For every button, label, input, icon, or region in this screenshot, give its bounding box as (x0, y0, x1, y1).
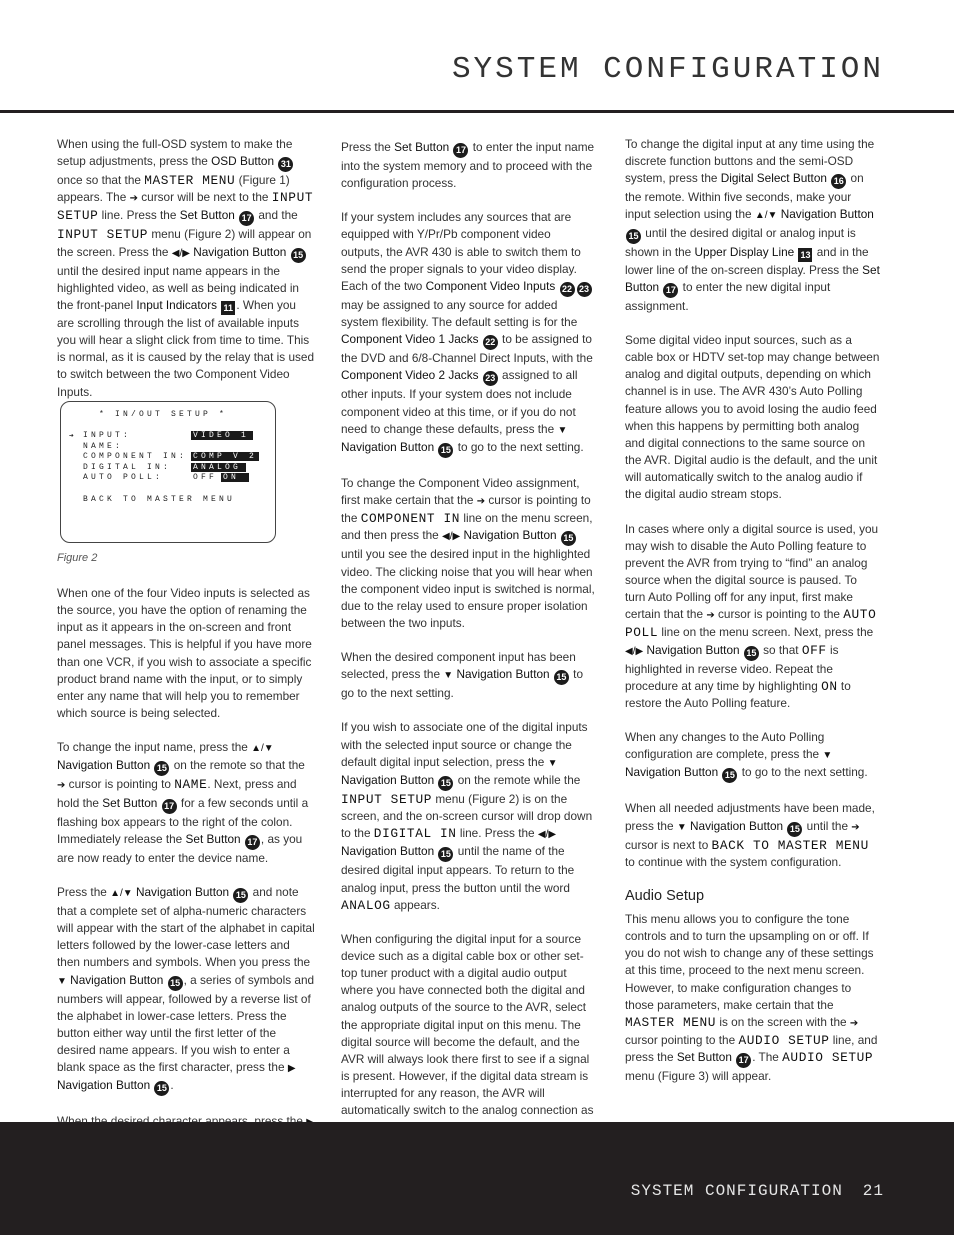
page-footer (0, 1122, 954, 1235)
down-icon: ▼ (57, 975, 67, 987)
paragraph: When one of the four Video inputs is selected as the source, you have the option of renaming the input as it appears in the on-screen and front panel messages. This is helpful if you have more than one VCR, if you wish to associate a specific product brand name with the input, or to simply enter any name that will help you to remember which source is being selected. (57, 586, 312, 721)
paragraph: If you wish to associate one of the digital inputs with the selected input source or change the default digital input selection, press the ▼ Navigation Button 15 on the remote while the INPUT SETUP menu (Figure 2) is on the screen, and the on-screen cursor will drop down to the DIGITAL IN line. Press the ◀/▶ Navigation Button 15 until the name of the desired digital input appears. To return to the analog input, press the button until the word ANALOG appears. (341, 720, 593, 913)
paragraph: Press the Set Button 17 to enter the input name into the system memory and to proceed with the configuration process. (341, 140, 595, 191)
right-icon: ▶ (287, 1063, 296, 1075)
paragraph: To change the digital input at any time using the discrete function buttons and the semi-OSD system, press the Digital Select Button 16 on the remote. Within five seconds, make your input selection using the ▲/▼ Navigation Button 15 until the desired digital or analog input is shown in the Upper Display Line 13 and in the lower line of the on-screen display. Press the Set Button 17 to enter the new digital input assignment. (625, 137, 880, 313)
screen-row-label: COMPONENT IN: (83, 452, 188, 461)
page-number: 21 (862, 1182, 884, 1200)
paragraph: When using the full-OSD system to make the setup adjustments, press the OSD Button 31 once so that the MASTER MENU (Figure 1) appears. The ➔ cursor will be next to the INPUT SETUP line. Press the Set Button 17 and the INPUT SETUP menu (Figure 2) will appear on the screen. Press the ◀/▶ Navigation Button 15 until the desired input name appears in the highlighted video, as well as being indicated in the front-panel Input Indicators 11 . When you are scrolling through the list of available inputs you will hear a slight click from time to time. This is normal, as it is caused by the relay that is used to switch between the two Component Video Inputs. (57, 137, 315, 399)
up-down-icon: ▲/▼ (251, 743, 274, 755)
left-right-icon: ◀/▶ (171, 247, 190, 259)
screen-row-label: AUTO POLL: (83, 473, 164, 482)
cursor-arrow-icon: ➔ (69, 432, 78, 441)
screen-row-value: VIDEO 1 (191, 431, 253, 440)
up-down-icon: ▲/▼ (754, 210, 778, 222)
footer-section-title: SYSTEM CONFIGURATION (630, 1182, 843, 1200)
paragraph: This menu allows you to configure the tone controls and to turn the upsampling on or off. If you do not wish to change any of these settings at this time, proceed to the next menu screen. However, to make configuration changes to those parameters, make certain that the MASTER MENU is on the screen with the ➔ cursor pointing to the AUDIO SETUP line, and press the Set Button 17 . The AUDIO SETUP menu (Figure 3) will appear. (625, 912, 878, 1084)
figure-caption: Figure 2 (57, 552, 98, 564)
screen-back-line: BACK TO MASTER MENU (83, 495, 236, 504)
page-header-title: SYSTEM CONFIGURATION (451, 52, 884, 87)
screen-row-value: COMP V 2 (193, 452, 258, 461)
down-icon: ▼ (547, 757, 558, 769)
paragraph: To change the Component Video assignment, first make certain that the ➔ cursor is pointing to the COMPONENT IN line on the menu screen, and then press the ◀/▶ Navigation Button 15 until you see the desired input in the highlighted video. The clicking noise that you will hear when the component video input is switched is normal, due to the relay used to ensure proper isolation between the two inputs. (341, 475, 595, 630)
paragraph: When any changes to the Auto Polling configuration are complete, press the ▼ Navigation Button 15 to go to the next setting. (625, 729, 880, 783)
paragraph: To change the input name, press the ▲/▼ Navigation Button 15 on the remote so that the ➔ cursor is pointing to NAME. Next, press and hold the Set Button 17 for a few seconds until a flashing box appears to the right of the colon. Immediately release the Set Button 17 , as you are now ready to enter the device name. (57, 740, 309, 865)
column-3 (625, 136, 880, 1102)
paragraph: When configuring the digital input for a source device such as a digital cable box or other set-top tuner product with a digital audio output where you have connected both the digital and analog outputs of the source to the AVR, select the appropriate digital input on this menu. The digital source will become the default, and the AVR will always look there first to see if a signal is present. However, if the digital data stream is interrupted for any reason, the AVR will automatically switch to the analog connection as (341, 931, 594, 1118)
down-icon: ▼ (822, 750, 833, 762)
screen-row-value: OFF (193, 473, 218, 482)
footer-text (631, 1182, 884, 1200)
down-icon: ▼ (676, 821, 687, 833)
screen-row-label: INPUT: (83, 431, 132, 440)
arrow-right-icon: ➔ (129, 193, 138, 205)
down-icon: ▼ (443, 670, 454, 682)
paragraph: Some digital video input sources, such as a cable box or HDTV set-top may change between analog and digital outputs, depending on which channel is in use. The AVR 430’s Auto Polling feature allows you to avoid losing the audio feed when this happens by permitting both analog and digital connections to the same source on the AVR. Digital audio is the default, and the unit will automatically switch to the analog audio if the digital audio stream stops. (625, 332, 880, 502)
paragraph: In cases where only a digital source is used, you may wish to disable the Auto Polling feature to prevent the AVR from trying to “find” an analog source when the digital source is paused. To turn Auto Polling off for any input, first make certain that the ➔ cursor is pointing to the AUTO POLL line on the menu screen. Next, press the ◀/▶ Navigation Button 15 so that OFF is highlighted in reverse video. Repeat the procedure at any time by highlighting ON to restore the Auto Polling feature. (625, 521, 879, 710)
paragraph: When all needed adjustments have been made, press the ▼ Navigation Button 15 until the ➔ cursor is next to BACK TO MASTER MENU to continue with the system configuration. (625, 801, 875, 869)
left-right-icon: ◀/▶ (537, 829, 557, 841)
section-heading: Audio Setup (625, 887, 705, 904)
arrow-right-icon: ➔ (476, 496, 486, 508)
screen-row-value: ON (221, 473, 249, 482)
arrow-right-icon: ➔ (851, 821, 860, 833)
paragraph: If your system includes any sources that are equipped with Y/Pr/Pb component video outputs, the AVR 430 is able to switch them to send the proper signals to your video display. Each of the two Component Video Inputs 22 23 may be assigned to any source for added system flexibility. The default setting is for the Component Video 1 Jacks 22 to be assigned to the DVD and 6/8-Channel Direct Inputs, with the Component Video 2 Jacks 23 assigned to all other inputs. If your system does not include component video at this time, or if you do not need to change these defaults, press the ▼ Navigation Button 15 to go to the next setting. (341, 209, 595, 458)
paragraph: Press the ▲/▼ Navigation Button 15 and note that a complete set of alpha-numeric characters will appear with the start of the alphabet in capital letters followed by the lower-case letters and then numbers and symbols. When you press the ▼ Navigation Button 15 , a series of symbols and numbers will appear, followed by a reverse list of the alphabet in lower-case letters. Press the button either way until the first letter of the desired name appears. If you wish to enter a blank space as the first character, press the ▶ Navigation Button 15 . (57, 884, 315, 1096)
screen-row-label: DIGITAL IN: (83, 463, 172, 472)
arrow-right-icon: ➔ (57, 780, 66, 792)
screen-title: * IN/OUT SETUP * (99, 410, 228, 419)
up-down-icon: ▲/▼ (110, 887, 133, 899)
arrow-right-icon: ➔ (706, 610, 715, 622)
paragraph: When the desired component input has been selected, press the ▼ Navigation Button 15 to go to the next setting. (341, 650, 584, 701)
column-2 (341, 139, 595, 1205)
figure-2-screen (60, 401, 276, 543)
arrow-right-icon: ➔ (849, 1017, 859, 1029)
left-right-icon: ◀/▶ (442, 531, 461, 543)
screen-row-label: NAME: (83, 442, 124, 451)
column-1 (57, 136, 315, 418)
screen-row-value: ANALOG (191, 463, 246, 472)
down-icon: ▼ (557, 424, 568, 436)
left-right-icon: ◀/▶ (625, 645, 644, 657)
header-rule (0, 110, 954, 113)
